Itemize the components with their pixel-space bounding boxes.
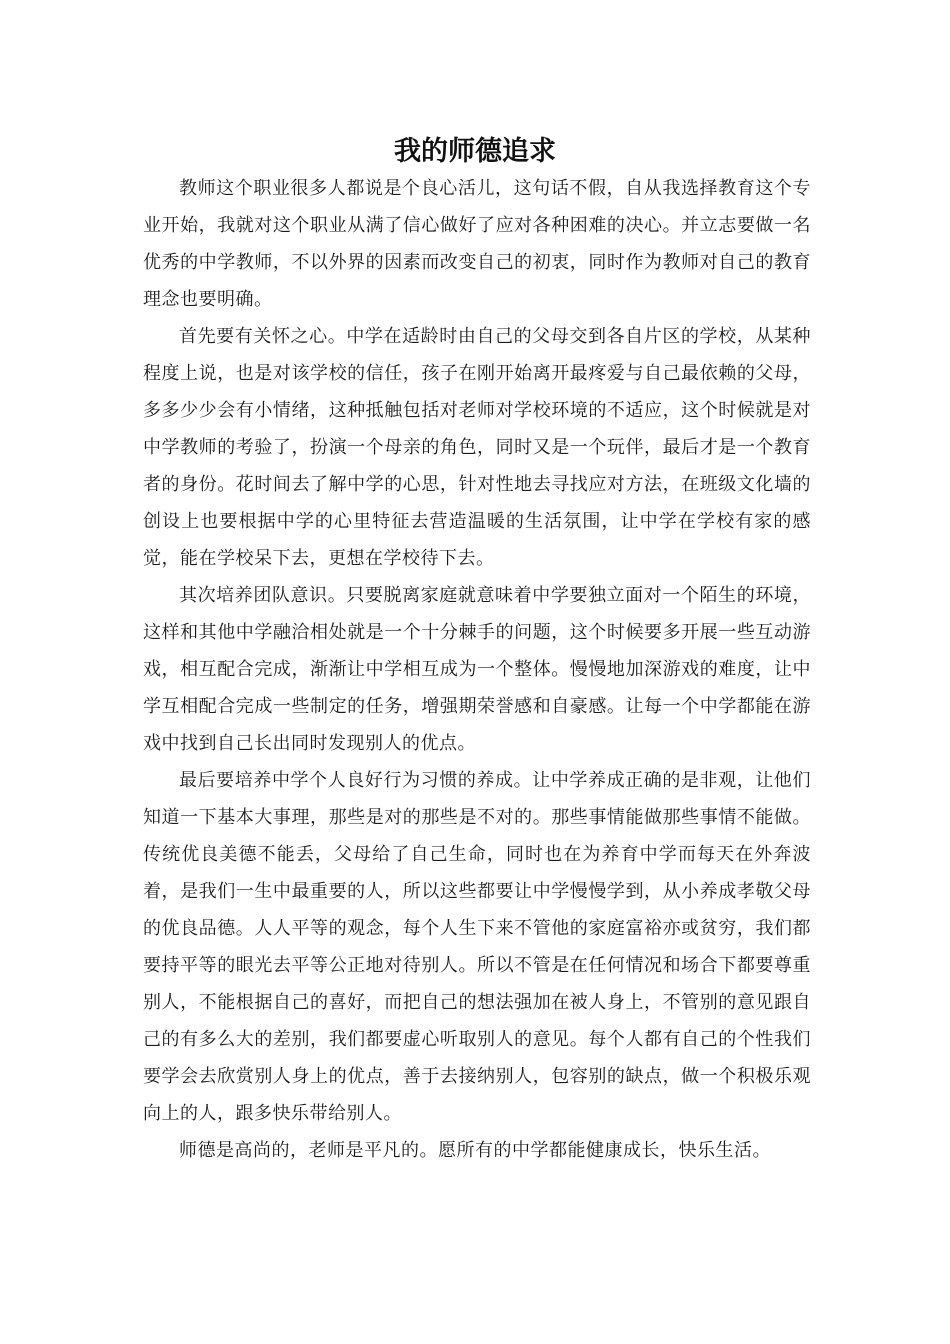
document-title: 我的师德追求 <box>394 136 556 167</box>
paragraph-conclusion: 师德是高尚的，老师是平凡的。愿所有的中学都能健康成长，快乐生活。 <box>179 1140 771 1161</box>
paragraph-intro: 教师这个职业很多人都说是个良心活儿，这句话不假，自从我选择教育这个专业开始，我就对这个职业从满了信心做好了应对各种困难的决心。并立志要做一名优秀的中学教师，不以外界的因素而改变自己的初衷，同时作为教师对自己的教育理念也要明确。 <box>143 178 811 310</box>
document-body <box>143 170 811 1169</box>
paragraph-teamwork: 其次培养团队意识。只要脱离家庭就意味着中学要独立面对一个陌生的环境，这样和其他中学融洽相处就是一个十分棘手的问题，这个时候要多开展一些互动游戏，相互配合完成，渐渐让中学相互成为一个整体。慢慢地加深游戏的难度，让中学互相配合完成一些制定的任务，增强期荣誉感和自豪感。让每一个中学都能在游戏中找到自己长出同时发现别人的优点。 <box>143 585 811 754</box>
paragraph-care: 首先要有关怀之心。中学在适龄时由自己的父母交到各自片区的学校，从某种程度上说，也是对该学校的信任，孩子在刚开始离开最疼爱与自己最依赖的父母，多多少少会有小情绪，这种抵触包括对老师对学校环境的不适应，这个时候就是对中学教师的考验了，扮演一个母亲的角色，同时又是一个玩伴，最后才是一个教育者的身份。花时间去了解中学的心思，针对性地去寻找应对方法，在班级文化墙的创设上也要根据中学的心里特征去营造温暖的生活氛围，让中学在学校有家的感觉，能在学校呆下去，更想在学校待下去。 <box>143 326 811 569</box>
paragraph-habits: 最后要培养中学个人良好行为习惯的养成。让中学养成正确的是非观，让他们知道一下基本大事理，那些是对的那些是不对的。那些事情能做那些事情不能做。传统优良美德不能丢，父母给了自己生命，同时也在为养育中学而每天在外奔波着，是我们一生中最重要的人，所以这些都要让中学慢慢学到，从小养成孝敬父母的优良品德。人人平等的观念，每个人生下来不管他的家庭富裕亦或贫穷，我们都要持平等的眼光去平等公正地对待别人。所以不管是在任何情况和场合下都要尊重别人，不能根据自己的喜好，而把自己的想法强加在被人身上，不管别的意见跟自己的有多么大的差别，我们都要虚心听取别人的意见。每个人都有自己的个性我们要学会去欣赏别人身上的优点，善于去接纳别人，包容别的缺点，做一个积极乐观向上的人，跟多快乐带给别人。 <box>143 770 811 1124</box>
